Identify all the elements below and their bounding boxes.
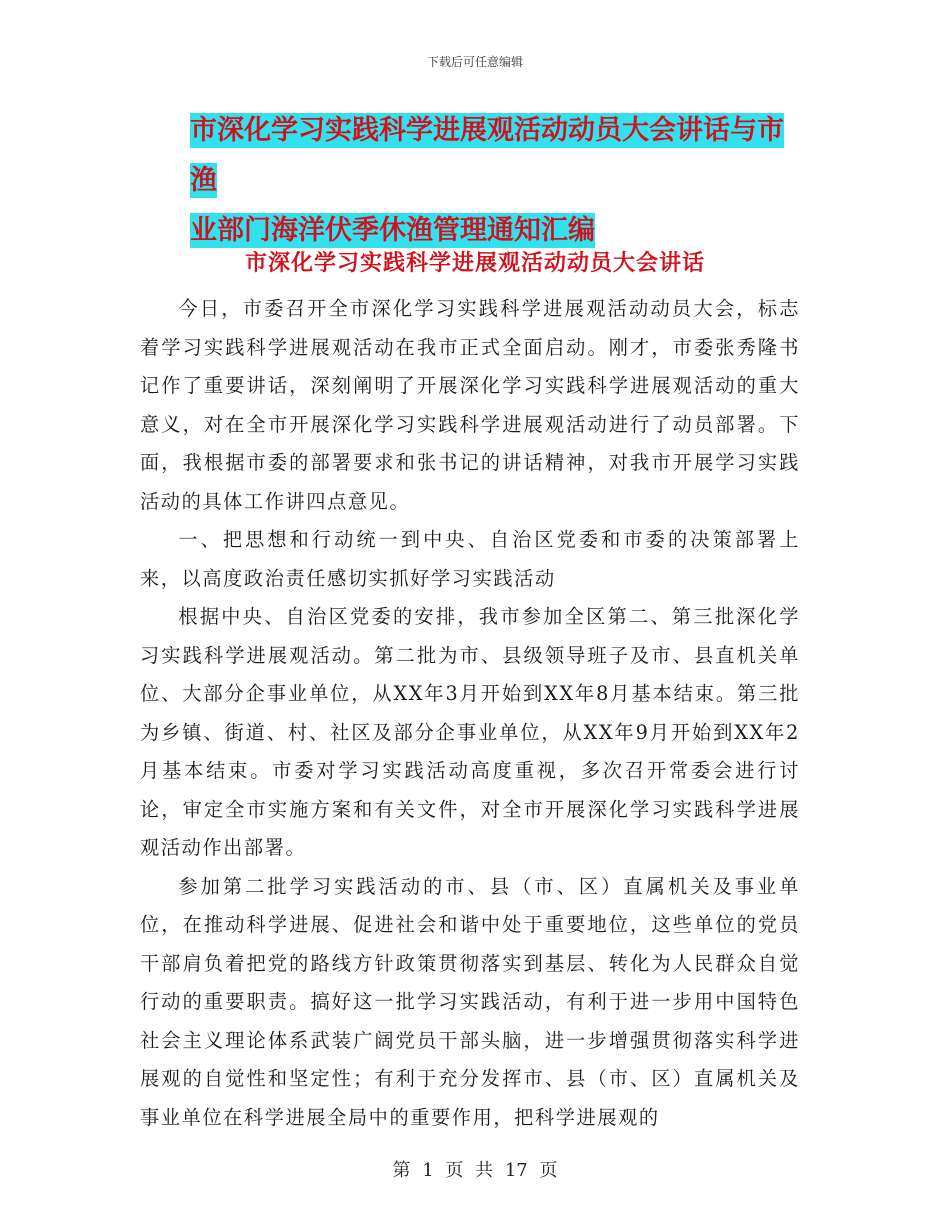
body-text bbox=[140, 290, 800, 1137]
paragraph: 根据中央、自治区党委的安排，我市参加全区第二、第三批深化学习实践科学进展观活动。第二批为市、县级领导班子及市、县直机关单位、大部分企事业单位，从XX年3月开始到XX年8月基本结束。第三批为乡镇、街道、村、社区及部分企事业单位，从XX年9月开始到XX年2月基本结束。市委对学习实践活动高度重视，多次召开常委会进行讨论，审定全市实施方案和有关文件，对全市开展深化学习实践科学进展观活动作出部署。 bbox=[140, 605, 800, 859]
document-title-line-1: 市深化学习实践科学进展观活动动员大会讲话与市渔 bbox=[190, 115, 784, 196]
section-title: 市深化学习实践科学进展观活动动员大会讲话 bbox=[244, 251, 705, 276]
paragraph: 一、把思想和行动统一到中央、自治区党委和市委的决策部署上来，以高度政治责任感切实抓好学习实践活动 bbox=[140, 528, 800, 590]
paragraph: 今日，市委召开全市深化学习实践科学进展观活动动员大会，标志着学习实践科学进展观活动在我市正式全面启动。刚才，市委张秀隆书记作了重要讲话，深刻阐明了开展深化学习实践科学进展观活动的重大意义，对在全市开展深化学习实践科学进展观活动进行了动员部署。下面，我根据市委的部署要求和张书记的讲话精神，对我市开展学习实践活动的具体工作讲四点意见。 bbox=[140, 297, 800, 513]
header-note: 下载后可任意编辑 bbox=[426, 55, 523, 69]
document-title-line-2: 业部门海洋伏季休渔管理通知汇编 bbox=[190, 215, 595, 246]
document-title bbox=[190, 106, 810, 256]
paragraph: 参加第二批学习实践活动的市、县（市、区）直属机关及事业单位，在推动科学进展、促进社会和谐中处于重要地位，这些单位的党员干部肩负着把党的路线方针政策贯彻落实到基层、转化为人民群众自觉行动的重要职责。搞好这一批学习实践活动，有利于进一步用中国特色社会主义理论体系武装广阔党员干部头脑，进一步增强贯彻落实科学进展观的自觉性和坚定性；有利于充分发挥市、县（市、区）直属机关及事业单位在科学进展全局中的重要作用，把科学进展观的 bbox=[140, 874, 800, 1129]
page-number: 第 1 页 共 17 页 bbox=[392, 1160, 558, 1181]
